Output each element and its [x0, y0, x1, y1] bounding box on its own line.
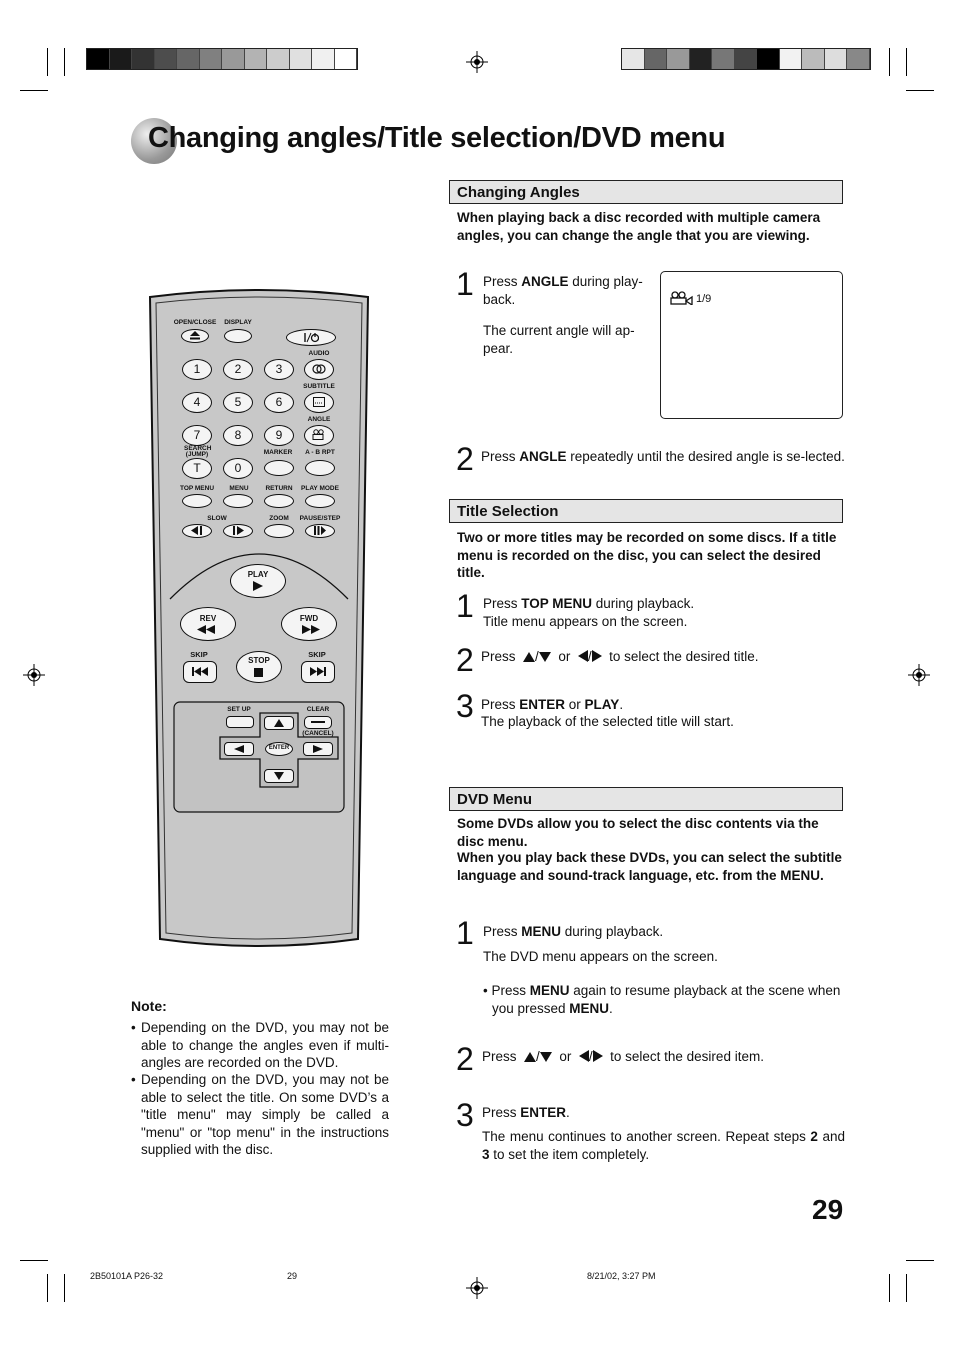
remote-label-skip-left: SKIP [190, 650, 208, 659]
crop-mark [20, 1260, 48, 1261]
skip-back-button[interactable] [183, 661, 217, 683]
audio-button[interactable] [304, 359, 334, 380]
key-9[interactable]: 9 [264, 425, 294, 446]
slow-reverse-button[interactable] [182, 524, 212, 538]
angle-icon [670, 291, 694, 305]
changing-angles-intro: When playing back a disc recorded with multiple camera angles, you can change the angle that you are viewing. [457, 210, 821, 243]
skip-forward-icon [310, 667, 326, 676]
remote-label-open-close: OPEN/CLOSE [173, 319, 217, 326]
remote-label-zoom: ZOOM [269, 515, 289, 522]
remote-label-fwd: FWD [299, 614, 319, 623]
footer-center: 29 [287, 1271, 298, 1281]
changing-angles-step1: Press ANGLE during play-back. [483, 274, 643, 307]
title-selection-step3-sub: The playback of the selected title will start. [481, 714, 734, 729]
down-arrow-icon [274, 772, 284, 780]
remote-label-play: PLAY [247, 570, 269, 579]
remote-label-marker: MARKER [263, 449, 293, 456]
subtitle-icon [313, 397, 325, 407]
up-button[interactable] [264, 716, 294, 730]
dvd-menu-step1-bullet: • Press MENU again to resume playback at the scene when you pressed MENU. [483, 983, 841, 1016]
dvd-menu-intro-2: When you play back these DVDs, you can select the subtitle language and sound-track language, etc. from the MENU. [457, 850, 842, 883]
pause-icon [314, 526, 326, 535]
enter-button[interactable]: ENTER [265, 742, 293, 756]
dvd-menu-step1: Press MENU during playback. [483, 924, 664, 939]
remote-label-play-mode: PLAY MODE [301, 485, 339, 492]
remote-label-ab-rpt: A - B RPT [305, 449, 335, 456]
setup-button[interactable] [226, 716, 254, 728]
registration-mark-icon [23, 664, 45, 686]
up-arrow-icon [524, 1052, 536, 1062]
step-number: 3 [456, 1097, 474, 1133]
step-number: 1 [456, 266, 474, 302]
eject-icon [190, 331, 200, 340]
step-number: 1 [456, 588, 474, 624]
open-close-button[interactable] [181, 329, 209, 343]
right-arrow-icon [593, 1050, 603, 1062]
display-button[interactable] [224, 329, 252, 343]
changing-angles-step2: Press ANGLE repeatedly until the desired angle is se-lected. [481, 449, 845, 464]
play-mode-button[interactable] [305, 494, 335, 508]
remote-label-cancel: (CANCEL) [302, 730, 334, 737]
dvd-menu-step2: Press / or / to select the desired item. [482, 1049, 764, 1064]
angle-icon [312, 429, 326, 441]
crop-mark [47, 48, 48, 76]
dvd-menu-step1-sub: The DVD menu appears on the screen. [483, 949, 718, 964]
down-arrow-icon [540, 1052, 552, 1062]
remote-label-subtitle: SUBTITLE [303, 383, 335, 390]
step-number: 2 [456, 1041, 474, 1077]
registration-mark-icon [466, 1277, 488, 1299]
skip-forward-button[interactable] [301, 661, 335, 683]
footer-left: 2B50101A P26-32 [90, 1271, 164, 1281]
registration-mark-icon [908, 664, 930, 686]
bullet: • [131, 1072, 136, 1087]
stop-icon [254, 668, 263, 677]
left-arrow-icon [579, 1050, 589, 1062]
note-item: • Depending on the DVD, you may not be able to change the angles even if multi-angles are recorded on the DVD. [131, 1020, 389, 1070]
crop-mark [889, 48, 890, 76]
crop-mark [47, 1274, 48, 1302]
right-arrow-icon [592, 650, 602, 662]
audio-icon [312, 364, 326, 374]
crop-mark [64, 48, 65, 76]
crop-mark [64, 1274, 65, 1302]
power-icon [303, 332, 319, 343]
note-item: • Depending on the DVD, you may not be able to select the title. On some DVD’s a "title menu" may simply be called a "menu" or "top menu" in the instructions supplied with the disc. [131, 1072, 389, 1157]
up-arrow-icon [523, 652, 535, 662]
up-arrow-icon [274, 719, 284, 727]
color-strip-left [86, 48, 358, 70]
bullet: • [131, 1020, 136, 1035]
section-heading-dvd-menu: DVD Menu [449, 787, 843, 811]
down-arrow-icon [539, 652, 551, 662]
remote-label-rev: REV [199, 614, 217, 623]
dvd-menu-step3-sub: The menu continues to another screen. Repeat steps 2 and 3 to set the item completely. [482, 1129, 845, 1162]
remote-label-set-up: SET UP [227, 706, 251, 713]
rewind-icon [197, 625, 217, 634]
remote-label-clear: CLEAR [306, 706, 330, 713]
step-number: 1 [456, 915, 474, 951]
step-number: 2 [456, 642, 474, 678]
zoom-button[interactable] [264, 524, 294, 538]
skip-back-icon [192, 667, 208, 676]
angle-button[interactable] [304, 425, 334, 446]
remote-label-slow: SLOW [207, 515, 227, 522]
menu-button[interactable] [223, 494, 253, 508]
changing-angles-step1-sub: The current angle will ap-pear. [483, 323, 635, 356]
note-title: Note: [131, 998, 167, 1014]
rev-button[interactable] [180, 607, 236, 641]
key-2[interactable]: 2 [223, 359, 253, 380]
crop-mark [889, 1274, 890, 1302]
dvd-menu-step3: Press ENTER. [482, 1105, 570, 1120]
title-selection-step2: Press / or / to select the desired title. [481, 649, 759, 664]
return-button[interactable] [264, 494, 294, 508]
page-number: 29 [812, 1194, 844, 1225]
key-7[interactable]: 7 [182, 425, 212, 446]
left-arrow-icon [234, 745, 244, 753]
fwd-button[interactable] [281, 607, 337, 641]
remote-label-angle: ANGLE [307, 416, 331, 423]
remote-label-return: RETURN [265, 485, 293, 492]
section-heading-title-selection: Title Selection [449, 499, 843, 523]
fast-forward-icon [300, 625, 320, 634]
crop-mark [906, 1260, 934, 1261]
crop-mark [20, 90, 48, 91]
slow-forward-icon [232, 526, 244, 535]
color-strip-right [621, 48, 871, 70]
remote-label-audio: AUDIO [308, 350, 330, 357]
remote-label-stop: STOP [248, 656, 270, 665]
down-button[interactable] [264, 769, 294, 783]
remote-label-search: SEARCH (JUMP) [184, 445, 212, 458]
section-heading-changing-angles: Changing Angles [449, 180, 843, 204]
title-selection-step1: Press TOP MENU during playback. [483, 596, 695, 611]
key-6[interactable]: 6 [264, 392, 294, 413]
key-5[interactable]: 5 [223, 392, 253, 413]
registration-mark-icon [466, 51, 488, 73]
crop-mark [906, 1274, 907, 1302]
step-number: 3 [456, 688, 474, 724]
tv-screen-illustration [660, 271, 843, 419]
clear-icon [311, 721, 325, 724]
right-button[interactable] [303, 742, 333, 756]
remote-label-menu: MENU [229, 485, 249, 492]
title-selection-intro: Two or more titles may be recorded on some discs. If a title menu is recorded on the disc, you can select the desired title. [457, 530, 837, 580]
pause-step-button[interactable] [305, 524, 335, 538]
remote-label-display: DISPLAY [224, 319, 252, 326]
footer-right: 8/21/02, 3:27 PM [587, 1271, 656, 1281]
slow-reverse-icon [191, 526, 203, 535]
play-icon [253, 581, 263, 591]
key-1[interactable]: 1 [182, 359, 212, 380]
key-3[interactable]: 3 [264, 359, 294, 380]
key-4[interactable]: 4 [182, 392, 212, 413]
power-button[interactable] [286, 329, 336, 346]
title-selection-step3: Press ENTER or PLAY. [481, 697, 624, 712]
remote-label-pause-step: PAUSE/STEP [299, 515, 341, 522]
ab-repeat-button[interactable] [305, 460, 335, 476]
left-arrow-icon [578, 650, 588, 662]
crop-mark [906, 48, 907, 76]
key-8[interactable]: 8 [223, 425, 253, 446]
right-arrow-icon [313, 745, 323, 753]
title-selection-step1-sub: Title menu appears on the screen. [483, 614, 688, 629]
dvd-menu-intro-1: Some DVDs allow you to select the disc contents via the disc menu. [457, 816, 819, 849]
remote-control-illustration [148, 289, 370, 949]
top-menu-button[interactable] [182, 494, 212, 508]
key-0[interactable]: 0 [223, 458, 253, 479]
remote-label-top-menu: TOP MENU [179, 485, 215, 492]
left-button[interactable] [224, 742, 254, 756]
subtitle-button[interactable] [304, 392, 334, 413]
step-number: 2 [456, 441, 474, 477]
marker-button[interactable] [264, 460, 294, 476]
slow-forward-button[interactable] [223, 524, 253, 538]
remote-label-skip-right: SKIP [308, 650, 326, 659]
clear-button[interactable] [304, 716, 332, 729]
page-title: Changing angles/Title selection/DVD menu [148, 122, 726, 154]
crop-mark [906, 90, 934, 91]
angle-indicator: 1/9 [696, 293, 712, 305]
key-t[interactable]: T [182, 458, 212, 479]
